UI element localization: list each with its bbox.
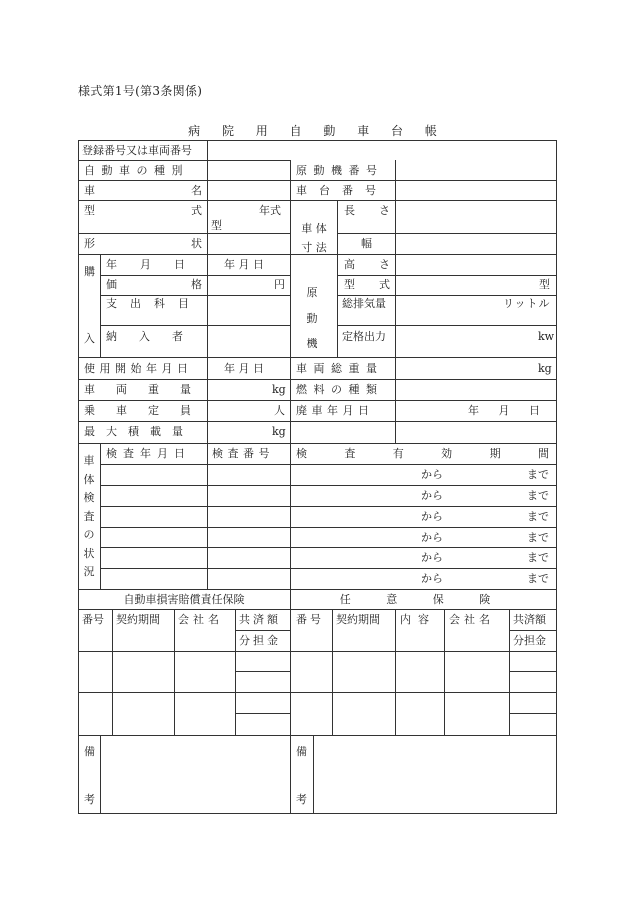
compulsory-insurance-title: 自動車損害賠償責任保険 — [123, 593, 245, 606]
insp-v7: 況 — [83, 565, 95, 578]
vehicle-kind-text: 自動車の種別 — [84, 164, 189, 177]
rated-output-label: 定格出力 — [342, 330, 386, 343]
height-last: さ — [379, 258, 390, 271]
purchase-label-top: 購 — [84, 265, 95, 278]
gross-weight-unit: kg — [538, 362, 552, 375]
insp-v5: の — [83, 528, 95, 541]
litre-unit: リットル — [503, 297, 551, 310]
insp-col-number: 検査番号 — [212, 447, 274, 460]
insp-v6: 状 — [83, 546, 95, 560]
ledger-title: 病 院 用 自 動 車 台 帳 — [188, 124, 446, 138]
engine-model-first: 型 — [344, 278, 355, 291]
vol-col-company: 会社名 — [449, 613, 494, 626]
insp-from-label: から — [421, 572, 443, 585]
engine-v1: 原 — [306, 286, 318, 299]
car-name-first: 車 — [84, 184, 95, 197]
model-label-last: 式 — [191, 204, 202, 217]
comp-col-share: 分担金 — [239, 634, 281, 647]
insp-from-label: から — [421, 489, 443, 502]
engine-model-last: 式 — [379, 278, 390, 291]
insp-from-label: から — [421, 531, 443, 544]
fuel-type-label: 燃料の種類 — [296, 383, 384, 396]
gross-weight-label: 車両総重量 — [296, 362, 384, 375]
insp-until-label: まで — [527, 489, 549, 502]
remarks-right-bottom: 考 — [296, 793, 307, 806]
length-first: 長 — [344, 204, 355, 217]
chassis-no-label: 車台番号 — [296, 184, 388, 197]
voluntary-insurance-title: 任 意 保 険 — [339, 593, 507, 606]
comp-col-no: 番号 — [82, 613, 104, 626]
engine-no-label: 原動機番号 — [296, 164, 384, 177]
capacity-label: 乗車定員 — [84, 404, 212, 417]
yen-unit: 円 — [274, 278, 285, 291]
insp-from-label: から — [421, 468, 443, 481]
insp-from-label: から — [421, 510, 443, 523]
insp-v1: 車 — [83, 454, 95, 467]
vol-col-content: 内容 — [400, 613, 436, 626]
model-year-label: 年式 — [259, 204, 281, 217]
form-number: 様式第1号(第3条関係) — [78, 84, 203, 98]
inspection-side-label — [83, 455, 95, 577]
scrap-date-value: 年 月 日 — [468, 404, 540, 417]
supplier-label: 納入者 — [106, 330, 205, 343]
insp-from-label: から — [421, 551, 443, 564]
insp-v4: 査 — [83, 509, 95, 523]
start-date-label: 使用開始年月日 — [84, 362, 193, 375]
model-label-first: 型 — [84, 204, 95, 217]
vehicle-kind-label — [84, 165, 201, 176]
kw-unit: kw — [538, 330, 555, 343]
insp-p2: 査 — [344, 447, 356, 460]
car-name-last: 名 — [191, 184, 202, 197]
insp-v3: 検 — [83, 491, 95, 504]
vehicle-weight-label: 車両重量 — [84, 383, 212, 396]
body-dims-line2: 寸 法 — [301, 241, 327, 254]
comp-col-period: 契約期間 — [116, 613, 160, 626]
comp-col-company: 会社名 — [178, 613, 223, 626]
scrap-date-label: 廃車年月日 — [296, 404, 374, 417]
comp-col-amount: 共済額 — [239, 613, 281, 626]
insp-p1: 検 — [296, 447, 307, 460]
shape-first: 形 — [84, 237, 95, 250]
price-first: 価 — [106, 278, 117, 291]
vol-col-no: 番号 — [296, 613, 324, 626]
insp-p3: 有 — [392, 447, 404, 460]
price-last: 格 — [191, 278, 202, 291]
displacement-label: 総排気量 — [342, 297, 386, 310]
insp-until-label: まで — [527, 551, 549, 564]
width-label: 幅 — [361, 237, 372, 250]
model-year-suffix: 型 — [211, 219, 222, 232]
insp-col-period — [296, 448, 549, 459]
length-last: さ — [379, 204, 390, 217]
shape-last: 状 — [191, 237, 202, 250]
reg-no-label: 登録番号又は車両番号 — [82, 144, 192, 157]
capacity-unit: 人 — [274, 404, 285, 417]
insp-col-date: 検査年月日 — [106, 447, 191, 460]
max-load-label: 最大積載量 — [84, 425, 194, 438]
engine-vertical-label — [304, 287, 320, 349]
max-load-unit: kg — [272, 425, 286, 438]
remarks-left-bottom: 考 — [84, 793, 95, 806]
insp-p5: 期 — [489, 447, 501, 460]
insp-p6: 間 — [537, 447, 549, 460]
vol-col-amount: 共済額 — [513, 613, 546, 626]
expense-item-label: 支出科目 — [106, 297, 202, 310]
engine-v2: 動 — [306, 311, 318, 325]
insp-v2: 体 — [83, 472, 95, 486]
engine-model-value: 型 — [539, 278, 550, 291]
vol-col-period: 契約期間 — [336, 613, 380, 626]
insp-until-label: まで — [527, 531, 549, 544]
remarks-left-top: 備 — [84, 745, 95, 758]
height-first: 高 — [344, 258, 355, 271]
body-dims-line1: 車 体 — [301, 222, 327, 235]
start-date-value: 年 月 日 — [224, 362, 264, 375]
engine-v3: 機 — [306, 337, 318, 350]
insp-until-label: まで — [527, 468, 549, 481]
purchase-date-label: 年月日 — [106, 258, 208, 271]
remarks-right-top: 備 — [296, 745, 307, 758]
insp-until-label: まで — [527, 510, 549, 523]
purchase-label-bottom: 入 — [84, 332, 95, 345]
insp-until-label: まで — [527, 572, 549, 585]
vehicle-weight-unit: kg — [272, 383, 286, 396]
vol-col-share: 分担金 — [513, 634, 546, 647]
insp-p4: 効 — [441, 447, 453, 460]
purchase-date-value: 年 月 日 — [224, 258, 264, 271]
body-dims-label — [296, 223, 332, 253]
